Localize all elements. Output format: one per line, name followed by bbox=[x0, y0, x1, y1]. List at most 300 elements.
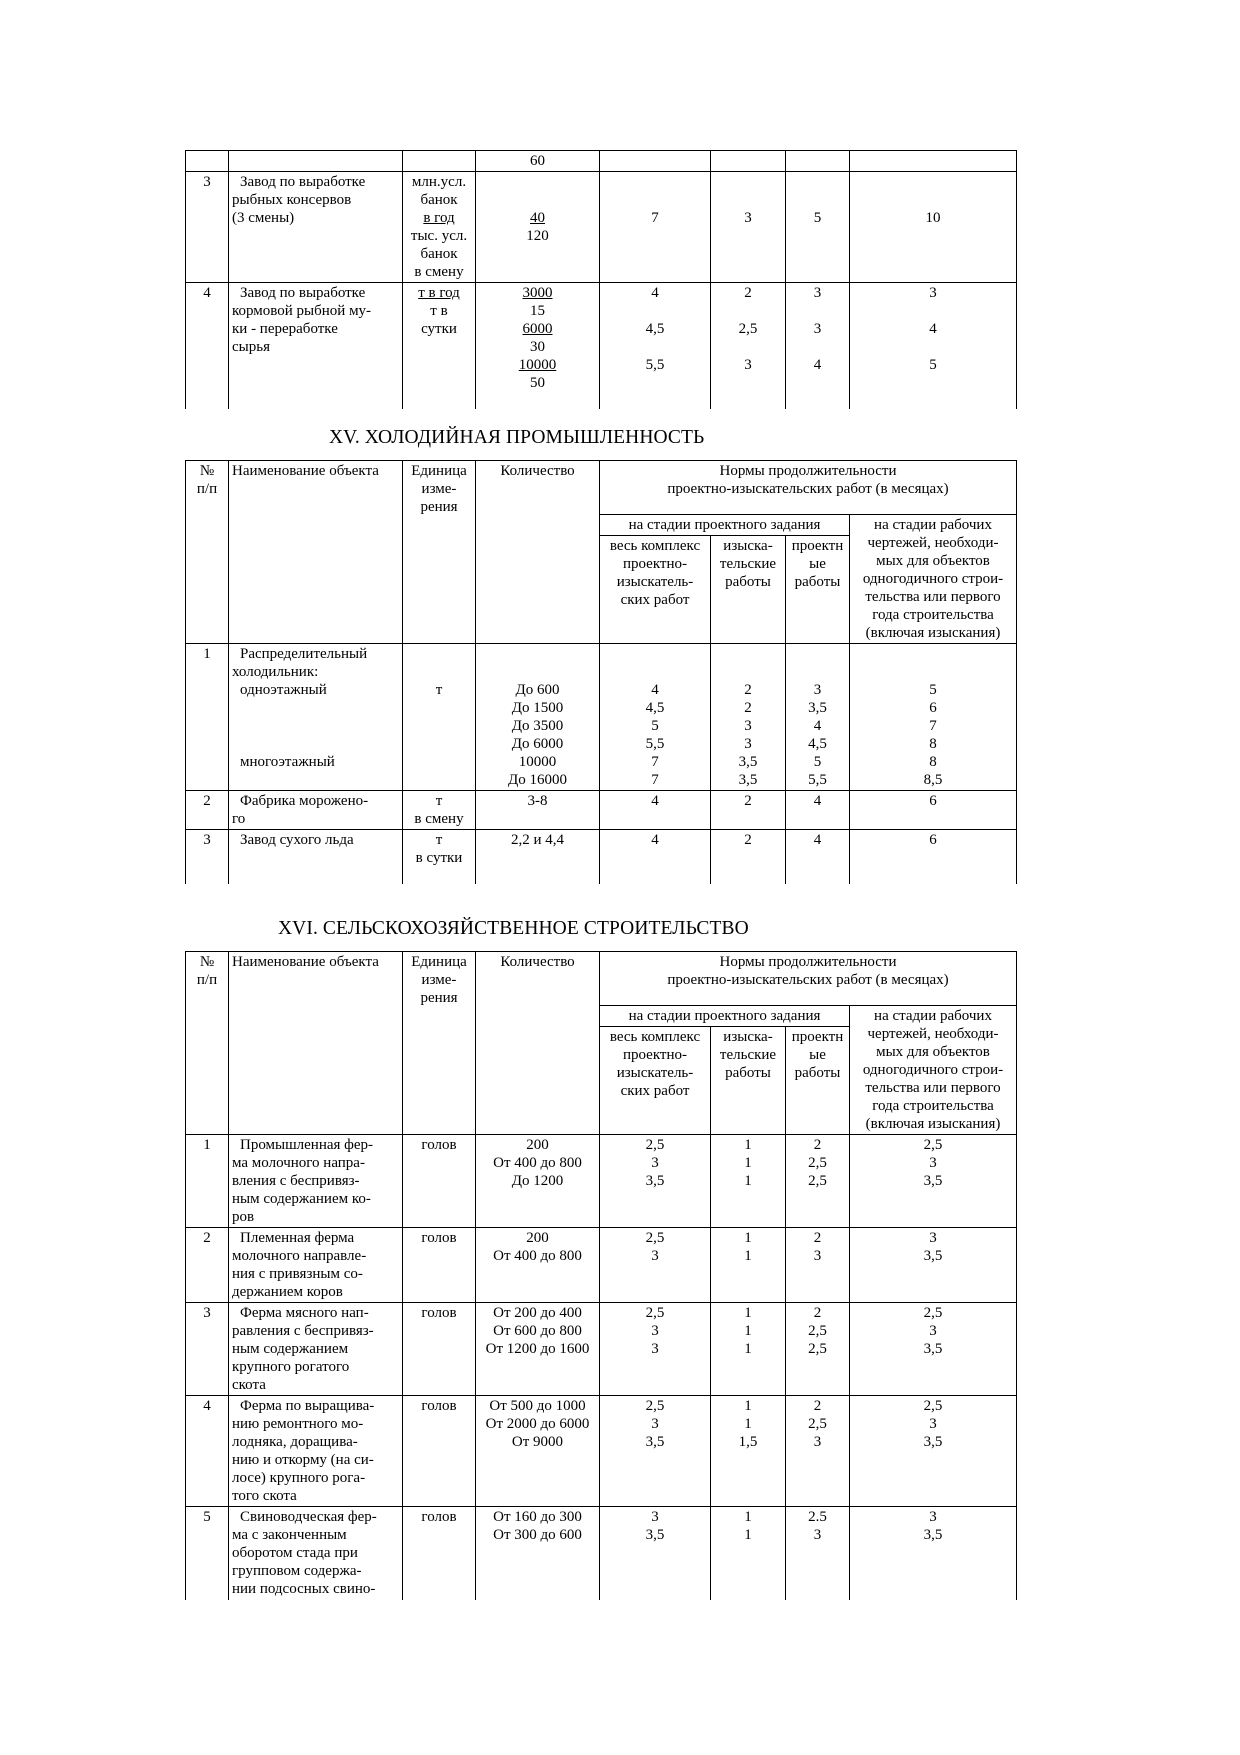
cell-line: одногодичного строи- bbox=[862, 1062, 1004, 1078]
table-row bbox=[186, 791, 1017, 830]
cell-line: 10 bbox=[925, 210, 941, 226]
quantity-cell bbox=[476, 283, 600, 409]
design-cell bbox=[786, 1396, 850, 1507]
cell-line: 10000 bbox=[518, 754, 557, 770]
cell-line: (включая изыскания) bbox=[865, 1116, 1001, 1132]
cell-line bbox=[232, 717, 399, 735]
table-row bbox=[186, 830, 1017, 884]
cell-line: 3 bbox=[744, 357, 752, 373]
cell-line: оборотом стада при bbox=[232, 1545, 358, 1561]
cell-line: 7 bbox=[651, 772, 659, 788]
design-cell bbox=[786, 1135, 850, 1228]
survey-cell bbox=[711, 1396, 786, 1507]
cell-line: 3 bbox=[929, 1509, 937, 1525]
cell-line: сутки bbox=[421, 321, 457, 337]
cell-line: 4 bbox=[651, 285, 659, 301]
row-number: 2 bbox=[186, 1228, 229, 1303]
cell-line: в смену bbox=[414, 811, 464, 827]
header-survey bbox=[711, 536, 786, 644]
cell-line: ки - переработке bbox=[232, 321, 338, 337]
object-name bbox=[229, 283, 403, 409]
cell-line: Распределительный bbox=[240, 646, 368, 662]
cell-line: 2 bbox=[744, 793, 752, 809]
cell-line: 4 bbox=[813, 357, 822, 373]
cell-line: ным содержанием bbox=[232, 1341, 349, 1357]
cell-line: 4,5 bbox=[645, 321, 665, 337]
cell-line: 3,5 bbox=[923, 1248, 943, 1264]
header-survey bbox=[711, 1027, 786, 1135]
unit-cell bbox=[403, 1396, 476, 1507]
cell-line: Завод по выработке bbox=[240, 174, 366, 190]
object-name bbox=[229, 1303, 403, 1396]
table-row bbox=[186, 151, 1017, 172]
cell-line: 8 bbox=[929, 736, 937, 752]
survey-cell bbox=[711, 791, 786, 830]
cell-line: 5 bbox=[929, 357, 937, 373]
cell-line bbox=[406, 645, 472, 663]
cell-line: 5 bbox=[929, 682, 937, 698]
cell-line: 2,5 bbox=[645, 1398, 665, 1414]
header-number bbox=[186, 952, 229, 1135]
cell-line: 8 bbox=[929, 754, 937, 770]
cell-line: работы bbox=[794, 574, 841, 590]
cell-line: лосе) крупного рога- bbox=[232, 1470, 366, 1486]
cell-line: 200 bbox=[526, 1230, 549, 1246]
object-name bbox=[229, 1396, 403, 1507]
cell-line: От 400 до 800 bbox=[493, 1248, 582, 1264]
cell-line: ров bbox=[232, 1209, 255, 1225]
cell-line: Ферма мясного нап- bbox=[240, 1305, 369, 1321]
cell-line: работы bbox=[794, 1065, 841, 1081]
cell-line: 2,5 bbox=[808, 1341, 827, 1357]
cell-line: т bbox=[435, 832, 443, 848]
cell-line: 1 bbox=[744, 1323, 752, 1339]
cell-line: чертежей, необходи- bbox=[867, 535, 999, 551]
cell-line: 7 bbox=[651, 210, 659, 226]
cell-line: нию ремонтного мо- bbox=[232, 1416, 364, 1432]
cell-line: 1 bbox=[744, 1305, 752, 1321]
table-row bbox=[186, 1228, 1017, 1303]
cell-line: 2,5 bbox=[808, 1173, 827, 1189]
cell-line: 3 bbox=[651, 1155, 659, 1171]
cell-line: проектн bbox=[791, 538, 844, 554]
cell-line bbox=[232, 735, 399, 753]
cell-line: 5,5 bbox=[808, 772, 827, 788]
quantity-cell bbox=[476, 1396, 600, 1507]
cell-line: 200 bbox=[526, 1137, 549, 1153]
cell-line: изме- bbox=[421, 972, 457, 988]
unit-cell bbox=[403, 172, 476, 283]
design-cell bbox=[786, 644, 850, 791]
cell-line: 7 bbox=[651, 754, 659, 770]
cell-line: 4 bbox=[651, 832, 659, 848]
cell-line bbox=[789, 302, 846, 320]
cell-line: 3 bbox=[651, 1323, 659, 1339]
table-row bbox=[186, 283, 1017, 409]
cell-line bbox=[479, 173, 596, 191]
cell-line: 6 bbox=[929, 793, 937, 809]
cell-line: Нормы продолжительности bbox=[719, 954, 897, 970]
cell-line: 2 bbox=[744, 832, 752, 848]
cell-line: держанием коров bbox=[232, 1284, 343, 1300]
cell-line: 40 bbox=[530, 210, 545, 226]
cell-line: 3 bbox=[813, 321, 822, 337]
cell-line: От 200 до 400 bbox=[493, 1305, 582, 1321]
row-number: 3 bbox=[186, 830, 229, 884]
cell-line: 5 bbox=[651, 718, 659, 734]
cell-line: 3,5 bbox=[923, 1434, 943, 1450]
cell-line: голов bbox=[421, 1509, 457, 1525]
cell-line: № bbox=[199, 463, 215, 479]
cell-line: 2 bbox=[813, 1398, 822, 1414]
cell-line: 2 bbox=[744, 285, 752, 301]
cell-line: 3 bbox=[813, 682, 822, 698]
cell-line: го bbox=[232, 811, 246, 827]
cell-line: 3 bbox=[651, 1341, 659, 1357]
cell-line: на стадии рабочих bbox=[874, 1008, 992, 1024]
cell-line: групповом содержа- bbox=[232, 1563, 362, 1579]
cell-line: многоэтажный bbox=[240, 754, 335, 770]
complex-cell bbox=[600, 644, 711, 791]
cell-line: тельские bbox=[719, 1047, 777, 1063]
cell-line: ые bbox=[809, 556, 826, 572]
survey-cell bbox=[711, 1303, 786, 1396]
cell-line: 3,5 bbox=[738, 772, 758, 788]
cell-line: одноэтажный bbox=[240, 682, 327, 698]
cell-line: От 2000 до 6000 bbox=[485, 1416, 590, 1432]
complex-cell bbox=[600, 1228, 711, 1303]
section-title-xv: XV. ХОЛОДИЙНАЯ ПРОМЫШЛЕННОСТЬ bbox=[329, 427, 705, 448]
cell-line: 4 bbox=[813, 718, 822, 734]
cell-line: в смену bbox=[414, 264, 464, 280]
cell-line: 4,5 bbox=[645, 700, 665, 716]
workdrawing-cell bbox=[850, 1396, 1017, 1507]
cell-line: 2 bbox=[744, 700, 752, 716]
cell-line: 1 bbox=[744, 1341, 752, 1357]
cell-line: тельства или первого bbox=[865, 589, 1001, 605]
cell-line: 3,5 bbox=[923, 1527, 943, 1543]
cell-line: 2 bbox=[813, 1305, 822, 1321]
cell-line: 4,5 bbox=[808, 736, 827, 752]
cell-line bbox=[232, 771, 399, 789]
header-stage-work bbox=[850, 515, 1017, 644]
cell-line: Завод сухого льда bbox=[240, 832, 354, 848]
cell-line bbox=[714, 302, 782, 320]
design-cell bbox=[786, 1507, 850, 1600]
cell-line: рения bbox=[420, 990, 458, 1006]
cell-line: рыбных консервов bbox=[232, 192, 352, 208]
table-row bbox=[186, 1396, 1017, 1507]
row-number: 4 bbox=[186, 1396, 229, 1507]
quantity-cell bbox=[476, 1507, 600, 1600]
complex-cell bbox=[600, 1396, 711, 1507]
cell-line: 2,5 bbox=[923, 1398, 943, 1414]
unit-cell bbox=[403, 830, 476, 884]
cell-line: проектно- bbox=[622, 556, 688, 572]
refrigeration-industry-table bbox=[185, 460, 1017, 884]
object-name bbox=[229, 1135, 403, 1228]
cell-line bbox=[479, 645, 596, 663]
header-number bbox=[186, 461, 229, 644]
cell-line: От 160 до 300 bbox=[493, 1509, 582, 1525]
table-row bbox=[186, 644, 1017, 791]
cell-line: 3 bbox=[813, 1527, 822, 1543]
survey-cell bbox=[711, 1135, 786, 1228]
unit-cell bbox=[403, 1303, 476, 1396]
cell-line: того скота bbox=[232, 1488, 297, 1504]
cell-line bbox=[789, 338, 846, 356]
cell-line bbox=[853, 302, 1013, 320]
object-name bbox=[229, 1228, 403, 1303]
cell-line bbox=[603, 173, 707, 191]
cell-line: 2 bbox=[744, 682, 752, 698]
cell-line: изме- bbox=[421, 481, 457, 497]
cell-line: т bbox=[435, 682, 443, 698]
cell-line: 3,5 bbox=[645, 1527, 665, 1543]
row-number: 1 bbox=[186, 644, 229, 791]
cell-line: 30 bbox=[530, 339, 545, 355]
header-unit bbox=[403, 461, 476, 644]
design-cell bbox=[786, 283, 850, 409]
cell-line: 2 bbox=[813, 1230, 822, 1246]
cell-line bbox=[603, 191, 707, 209]
unit-cell bbox=[403, 1507, 476, 1600]
header-norms bbox=[600, 952, 1017, 1006]
cell-line: 3-8 bbox=[527, 793, 548, 809]
cell-line: ских работ bbox=[620, 1083, 690, 1099]
cell-line: До 1200 bbox=[511, 1173, 564, 1189]
cell-line: 5,5 bbox=[645, 357, 665, 373]
cell-line bbox=[789, 645, 846, 663]
cell-line: банок bbox=[420, 246, 458, 262]
cell-line: От 600 до 800 bbox=[493, 1323, 582, 1339]
cell-line: рения bbox=[420, 499, 458, 515]
quantity-cell bbox=[476, 1135, 600, 1228]
workdrawing-cell bbox=[850, 283, 1017, 409]
header-stage-project: на стадии проектного задания bbox=[600, 515, 850, 536]
unit-cell bbox=[403, 283, 476, 409]
cell-line: До 600 bbox=[515, 682, 560, 698]
workdrawing-cell bbox=[850, 830, 1017, 884]
cell-line bbox=[603, 302, 707, 320]
cell-line: 2,5 bbox=[923, 1305, 943, 1321]
cell-line: проектн bbox=[791, 1029, 844, 1045]
survey-cell bbox=[711, 172, 786, 283]
cell-line: голов bbox=[421, 1230, 457, 1246]
quantity-cell bbox=[476, 644, 600, 791]
cell-line: 5,5 bbox=[645, 736, 665, 752]
cell-line: нию и откорму (на си- bbox=[232, 1452, 374, 1468]
survey-cell bbox=[711, 283, 786, 409]
header-design bbox=[786, 536, 850, 644]
cell-line: крупного рогатого bbox=[232, 1359, 350, 1375]
cell-line: проектно-изыскательских работ (в месяцах) bbox=[667, 481, 949, 497]
design-cell bbox=[786, 172, 850, 283]
cell-line: 50 bbox=[530, 375, 545, 391]
cell-line: 3,5 bbox=[923, 1341, 943, 1357]
header-stage-project: на стадии проектного задания bbox=[600, 1006, 850, 1027]
cell-line: изыскатель- bbox=[616, 1065, 694, 1081]
cell-line: 3 bbox=[744, 718, 752, 734]
cell-line: 3 bbox=[813, 1248, 822, 1264]
cell-line: 3,5 bbox=[923, 1173, 943, 1189]
cell-line: молочного направле- bbox=[232, 1248, 367, 1264]
cell-line bbox=[853, 191, 1013, 209]
survey-cell bbox=[711, 1507, 786, 1600]
cell-line: голов bbox=[421, 1137, 457, 1153]
cell-line: ным содержанием ко- bbox=[232, 1191, 371, 1207]
header-complex bbox=[600, 536, 711, 644]
header-quantity: Количество bbox=[476, 952, 600, 1135]
cell-line: От 9000 bbox=[511, 1434, 564, 1450]
cell-line: 3,5 bbox=[738, 754, 758, 770]
workdrawing-cell bbox=[850, 172, 1017, 283]
cell-line: 3 bbox=[651, 1416, 659, 1432]
cell-line: 1 bbox=[744, 1137, 752, 1153]
cell-line: 3 bbox=[651, 1509, 659, 1525]
header-name: Наименование объекта bbox=[229, 952, 403, 1135]
cell-line: 3000 bbox=[522, 285, 553, 301]
cell-line: 1 bbox=[744, 1230, 752, 1246]
cell-line: нии подсосных свино- bbox=[232, 1581, 376, 1597]
cell-line bbox=[853, 173, 1013, 191]
cell-line: 2,5 bbox=[645, 1230, 665, 1246]
cell-line: 7 bbox=[929, 718, 937, 734]
object-name bbox=[229, 791, 403, 830]
cell-line: 3 bbox=[929, 1155, 937, 1171]
row-number: 2 bbox=[186, 791, 229, 830]
cell-line bbox=[789, 191, 846, 209]
cell-line bbox=[603, 338, 707, 356]
cell-line bbox=[789, 173, 846, 191]
design-cell bbox=[786, 1303, 850, 1396]
cell-line: От 1200 до 1600 bbox=[485, 1341, 590, 1357]
cell-line: 4 bbox=[651, 793, 659, 809]
cell-line: 2,2 и 4,4 bbox=[510, 832, 565, 848]
cell-line: 2,5 bbox=[645, 1305, 665, 1321]
cell-line: изыска- bbox=[723, 538, 773, 554]
cell-line: 6 bbox=[929, 700, 937, 716]
cell-line: вления с беспривяз- bbox=[232, 1173, 360, 1189]
cell-line: 1,5 bbox=[738, 1434, 758, 1450]
cell-line: (3 смены) bbox=[232, 210, 295, 226]
header-row bbox=[186, 461, 1017, 515]
cell-line: года строительства bbox=[872, 1098, 994, 1114]
cell-line: 1 bbox=[744, 1398, 752, 1414]
cell-line: тыс. усл. bbox=[410, 228, 468, 244]
cell-line: лодняка, доращива- bbox=[232, 1434, 358, 1450]
cell-line bbox=[603, 645, 707, 663]
header-name: Наименование объекта bbox=[229, 461, 403, 644]
cell-line: 3,5 bbox=[645, 1173, 665, 1189]
cell-line: голов bbox=[421, 1305, 457, 1321]
cell-line bbox=[714, 338, 782, 356]
cell-line: 2 bbox=[813, 1137, 822, 1153]
cell-line: тельства или первого bbox=[865, 1080, 1001, 1096]
cell-line: Промышленная фер- bbox=[240, 1137, 374, 1153]
cell-line: Единица bbox=[411, 463, 467, 479]
cell-line: 6000 bbox=[522, 321, 553, 337]
workdrawing-cell bbox=[850, 791, 1017, 830]
complex-cell bbox=[600, 1507, 711, 1600]
cell-line: ые bbox=[809, 1047, 826, 1063]
cell-line: № bbox=[199, 954, 215, 970]
header-row bbox=[186, 952, 1017, 1006]
cell-line bbox=[853, 663, 1013, 681]
row-number: 3 bbox=[186, 1303, 229, 1396]
cell-line: проектно- bbox=[622, 1047, 688, 1063]
table-row bbox=[186, 1303, 1017, 1396]
unit-cell bbox=[403, 1135, 476, 1228]
cell-line: 4 bbox=[813, 793, 822, 809]
cell-line: Свиноводческая фер- bbox=[240, 1509, 377, 1525]
cell-line: 3,5 bbox=[808, 700, 827, 716]
cell-line: 3 bbox=[929, 1230, 937, 1246]
cell-line: на стадии рабочих bbox=[874, 517, 992, 533]
cell-line: 2.5 bbox=[808, 1509, 827, 1525]
cell-line: скота bbox=[232, 1377, 266, 1393]
header-norms bbox=[600, 461, 1017, 515]
object-name bbox=[229, 644, 403, 791]
quantity-cell bbox=[476, 1303, 600, 1396]
cell-line: До 6000 bbox=[511, 736, 564, 752]
header-unit bbox=[403, 952, 476, 1135]
header-design bbox=[786, 1027, 850, 1135]
unit-cell bbox=[403, 791, 476, 830]
cell-line: равления с беспривяз- bbox=[232, 1323, 374, 1339]
cell-line: ния с привязным со- bbox=[232, 1266, 363, 1282]
cell-line: Ферма по выращива- bbox=[240, 1398, 375, 1414]
quantity-cell bbox=[476, 830, 600, 884]
cell-line: в сутки bbox=[415, 850, 463, 866]
cell-line bbox=[406, 663, 472, 681]
cell-line: 1 bbox=[744, 1509, 752, 1525]
cell-line: 6 bbox=[929, 832, 937, 848]
cell-line: т bbox=[435, 793, 443, 809]
cell-line: мых для объектов bbox=[876, 1044, 990, 1060]
cell-line: Нормы продолжительности bbox=[719, 463, 897, 479]
cell-line: 2,5 bbox=[808, 1416, 827, 1432]
fish-industry-table-continuation bbox=[185, 150, 1017, 409]
unit-cell bbox=[403, 1228, 476, 1303]
agricultural-construction-table bbox=[185, 951, 1017, 1600]
header-complex bbox=[600, 1027, 711, 1135]
cell-line: Племенная ферма bbox=[240, 1230, 355, 1246]
cell-line: изыскатель- bbox=[616, 574, 694, 590]
complex-cell bbox=[600, 830, 711, 884]
cell-line: работы bbox=[725, 574, 771, 590]
row-number: 3 bbox=[186, 172, 229, 283]
cell-line: ма молочного напра- bbox=[232, 1155, 365, 1171]
cell-line: весь комплекс bbox=[609, 1029, 701, 1045]
cell-line: 4 bbox=[929, 321, 937, 337]
cell-line: 2,5 bbox=[808, 1323, 827, 1339]
cell-line: изыска- bbox=[723, 1029, 773, 1045]
cell-line: п/п bbox=[196, 972, 218, 988]
cell-line: 3 bbox=[929, 285, 937, 301]
header-stage-work bbox=[850, 1006, 1017, 1135]
object-name bbox=[229, 172, 403, 283]
cell-line: года строительства bbox=[872, 607, 994, 623]
cell-line: одногодичного строи- bbox=[862, 571, 1004, 587]
cell-line: До 1500 bbox=[511, 700, 564, 716]
cell-line: п/п bbox=[196, 481, 218, 497]
cell-line: 1 bbox=[744, 1155, 752, 1171]
workdrawing-cell bbox=[850, 1507, 1017, 1600]
survey-cell bbox=[711, 644, 786, 791]
cell-line: 2,5 bbox=[923, 1137, 943, 1153]
cell-line: 2,5 bbox=[645, 1137, 665, 1153]
